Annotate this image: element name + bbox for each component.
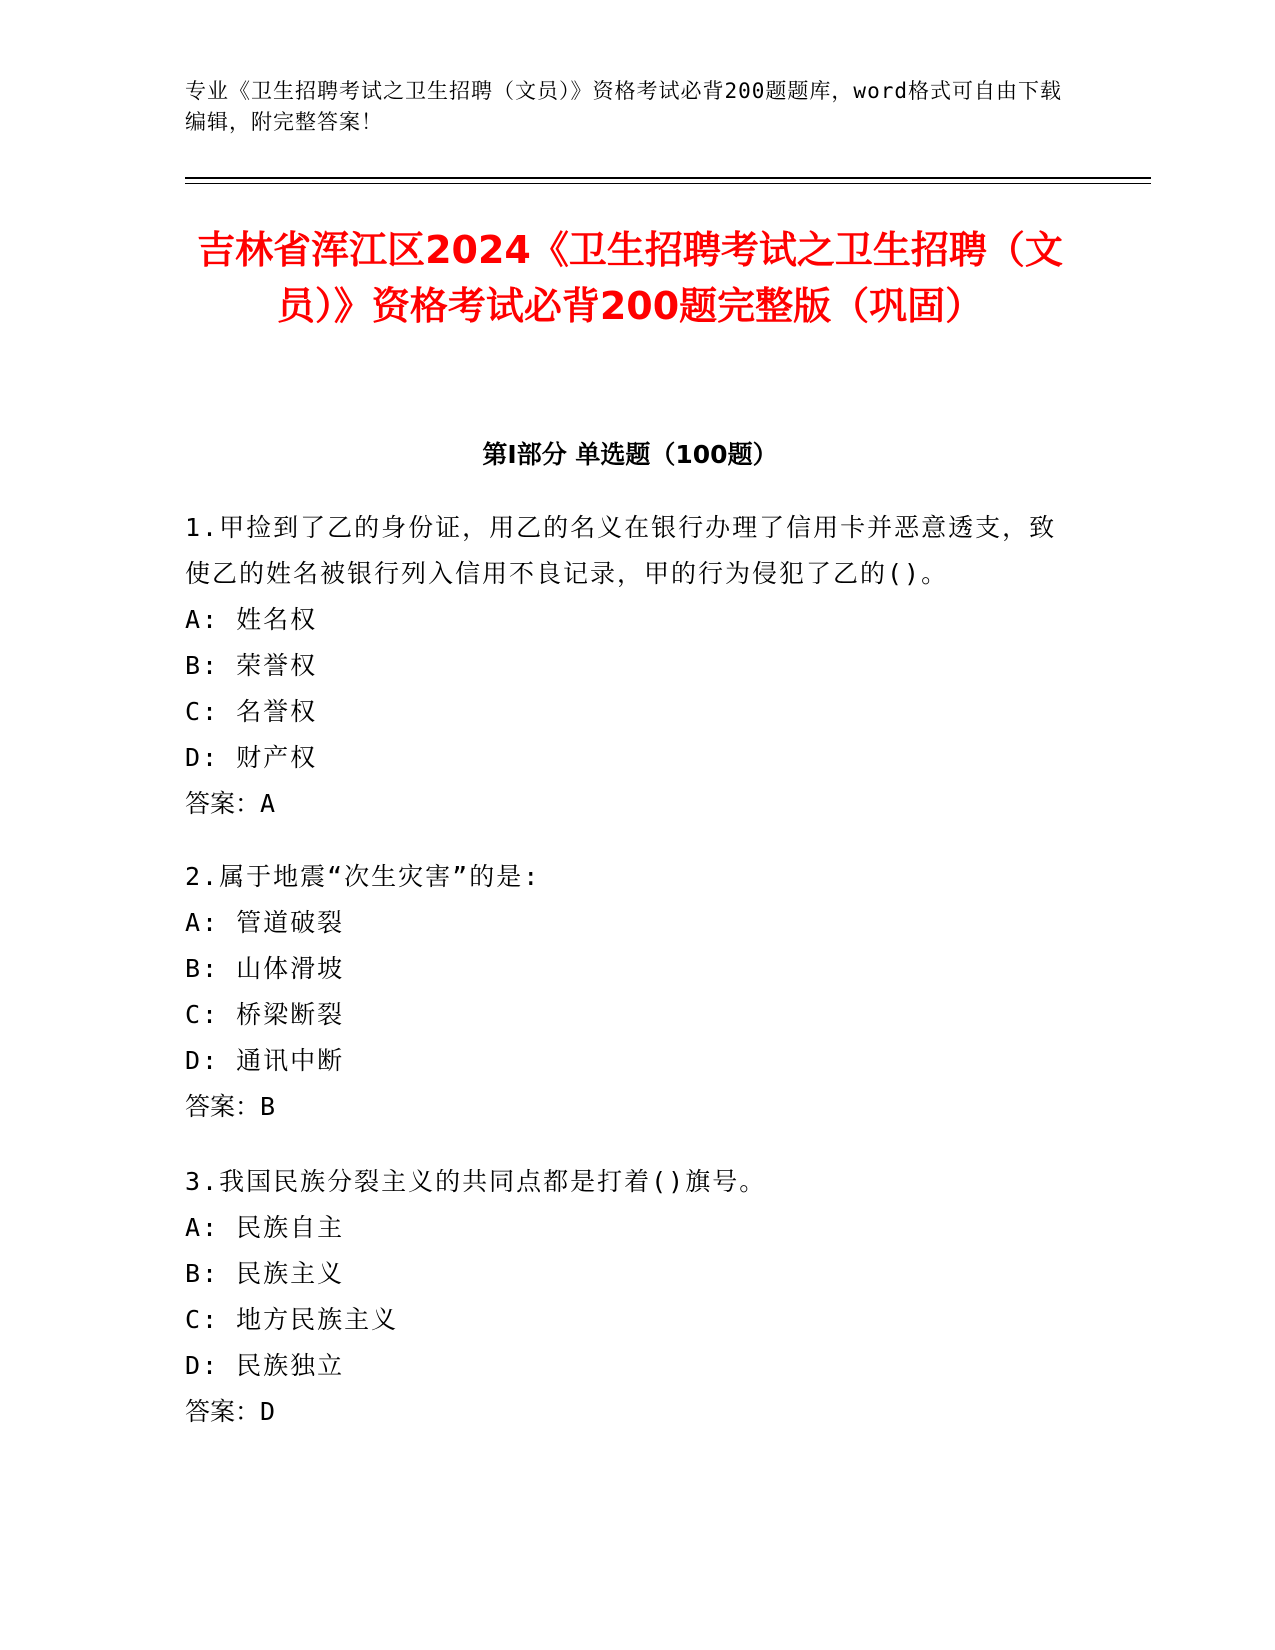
answer-label: 答案： xyxy=(185,1092,261,1121)
answer-label: 答案： xyxy=(185,1397,261,1426)
question-1 xyxy=(185,505,1075,827)
question-2 xyxy=(185,854,1075,1130)
header-note: 专业《卫生招聘考试之卫生招聘（文员）》资格考试必背200题题库，word格式可自由下载编辑，附完整答案！ xyxy=(185,79,1062,134)
option-c: C: 名誉权 xyxy=(185,697,318,726)
answer-value: D xyxy=(260,1397,276,1426)
option-c: C: 桥梁断裂 xyxy=(185,1000,345,1029)
option-b: B: 民族主义 xyxy=(185,1259,345,1288)
answer-value: A xyxy=(260,789,276,818)
question-stem: 2.属于地震“次生灾害”的是: xyxy=(185,862,541,891)
header-divider-thin xyxy=(185,183,1151,184)
answer-value: B xyxy=(260,1092,276,1121)
section-heading: 第Ⅰ部分 单选题（100题） xyxy=(482,440,778,469)
option-b: B: 荣誉权 xyxy=(185,651,318,680)
document-title: 吉林省浑江区2024《卫生招聘考试之卫生招聘（文员）》资格考试必背200题完整版（巩固） xyxy=(197,228,1063,328)
question-stem: 3.我国民族分裂主义的共同点都是打着()旗号。 xyxy=(185,1167,767,1196)
option-b: B: 山体滑坡 xyxy=(185,954,345,983)
answer-line xyxy=(185,781,1075,827)
option-d: D: 民族独立 xyxy=(185,1351,345,1380)
option-a: A: 民族自主 xyxy=(185,1213,345,1242)
option-c: C: 地方民族主义 xyxy=(185,1305,399,1334)
answer-line xyxy=(185,1389,1075,1435)
option-a: A: 姓名权 xyxy=(185,605,318,634)
option-d: D: 通讯中断 xyxy=(185,1046,345,1075)
header-divider-thick xyxy=(185,177,1151,179)
option-a: A: 管道破裂 xyxy=(185,908,345,937)
question-stem: 1.甲捡到了乙的身份证，用乙的名义在银行办理了信用卡并恶意透支，致使乙的姓名被银行列入信用不良记录，甲的行为侵犯了乙的()。 xyxy=(185,513,1057,588)
answer-label: 答案： xyxy=(185,789,261,818)
answer-line xyxy=(185,1084,1075,1130)
question-3 xyxy=(185,1159,1075,1435)
option-d: D: 财产权 xyxy=(185,743,318,772)
